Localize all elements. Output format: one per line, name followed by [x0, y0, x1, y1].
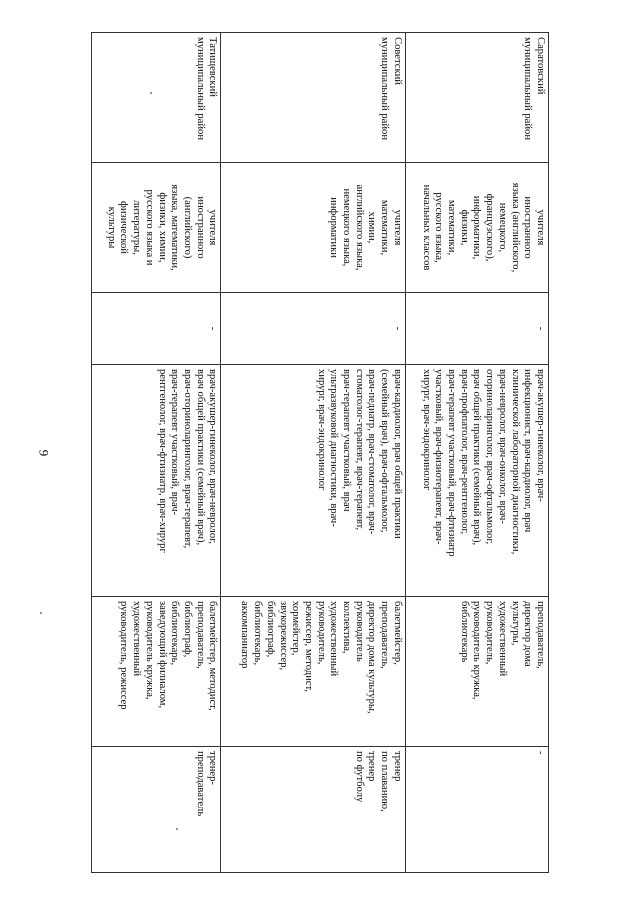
- cell-line: -: [535, 326, 546, 331]
- cell-line: врач-акушер-гинеколог, врач-: [535, 369, 546, 502]
- cell-line: математики,: [446, 199, 458, 256]
- table-row: [221, 33, 405, 873]
- cell-line: муниципальный район: [194, 37, 206, 140]
- cell-line: руководитель: [353, 601, 365, 662]
- cell-line: библиограф,: [181, 601, 193, 658]
- cell-line: библиотекарь: [458, 601, 470, 663]
- district-cell: [92, 33, 221, 163]
- cell-line: звукорежиссер,: [277, 601, 289, 671]
- cell-line: (английского): [181, 196, 193, 259]
- cell-line: Советский: [391, 37, 403, 85]
- cell-line: русского языка и: [143, 189, 155, 266]
- culture-specialists-cell: [405, 597, 548, 747]
- cell-line: языка, математики,: [169, 184, 181, 271]
- cell-line: преподаватель,: [535, 601, 546, 669]
- cell-line: библиограф,: [264, 601, 276, 658]
- cell-line: культуры: [105, 206, 117, 249]
- cell-line: заведующий филиалом,: [156, 601, 168, 709]
- cell-line: балетмейстер, методист,: [207, 601, 219, 711]
- cell-line: преподаватель,: [194, 601, 206, 669]
- cell-line: иностранного: [194, 196, 206, 259]
- dash-cell: [221, 293, 405, 365]
- cell-line: Татищевский: [207, 37, 219, 97]
- cell-line: хирург, врач-эндокринолог: [420, 369, 432, 491]
- cell-line: хормейстер,: [290, 601, 302, 656]
- cell-line: библиотекарь,: [169, 601, 181, 666]
- cell-line: директор дома: [522, 601, 534, 667]
- cell-line: художественный: [328, 601, 340, 677]
- sport-specialists-cell: [221, 747, 405, 873]
- rotated-table-container: [91, 32, 549, 872]
- teachers-cell: [92, 163, 221, 293]
- cell-line: химии,: [366, 211, 378, 244]
- cell-line: оториноларинголог, врач-офтальмолог,: [484, 369, 496, 545]
- cell-line: коллектива,: [341, 601, 353, 654]
- cell-line: клинической лабораторной диагностики,: [509, 369, 521, 555]
- cell-line: учителя: [535, 209, 546, 246]
- cell-line: врач-акушер-гинеколог, врач-невролог,: [207, 369, 219, 544]
- cell-line: немецкого языка,: [341, 188, 353, 267]
- cell-line: хирург, врач-эндокринолог: [315, 369, 327, 491]
- cell-line: стоматолог-терапевт, врач-терапевт,: [353, 369, 365, 531]
- cell-line: по плаванию,: [379, 751, 391, 812]
- cell-line: врач-терапевт участковый, врач-фтизиатр: [446, 369, 458, 557]
- cell-line: учителя: [391, 209, 403, 246]
- cell-line: балетмейстер,: [391, 601, 403, 665]
- cell-line: директор дома культуры,: [366, 601, 378, 714]
- cell-line: немецкого,: [496, 202, 508, 253]
- cell-line: физической: [118, 201, 130, 254]
- cell-line: информатики: [328, 197, 340, 258]
- cell-line: по футболу: [353, 751, 365, 803]
- cell-line: преподаватель: [194, 751, 206, 817]
- cell-line: рентгенолог, врач-фтизиатр, врач-хирург: [156, 369, 168, 553]
- cell-line: тренер: [366, 751, 378, 782]
- cell-line: руководитель кружка,: [471, 601, 483, 700]
- dash-cell: [405, 293, 548, 365]
- cell-line: -: [391, 326, 403, 331]
- cell-line: физики,: [458, 209, 470, 246]
- cell-line: русского языка,: [433, 192, 445, 263]
- cell-line: аккомпаниатор: [239, 601, 251, 669]
- cell-line: руководитель кружка,: [143, 601, 155, 700]
- cell-line: художественный: [496, 601, 508, 677]
- cell-line: культуры,: [509, 601, 521, 646]
- cell-line: врач-терапевт участковый, врач-: [169, 369, 181, 516]
- dash-cell: [92, 293, 221, 365]
- culture-specialists-cell: [92, 597, 221, 747]
- cell-line: тренер-: [207, 751, 219, 785]
- cell-line: врач-профпатолог, врач-рентгенолог,: [458, 369, 470, 535]
- cell-line: режиссер, методист,: [302, 601, 314, 692]
- doctors-cell: [405, 365, 548, 597]
- cell-line: библиотекарь,: [252, 601, 264, 666]
- cell-line: иностранного: [522, 196, 534, 259]
- cell-line: врач-невролог, врач-онколог, врач-: [496, 369, 508, 524]
- cell-line: Саратовский: [535, 37, 546, 95]
- doctors-cell: [221, 365, 405, 597]
- cell-line: художественный: [131, 601, 143, 677]
- culture-specialists-cell: [221, 597, 405, 747]
- district-cell: [405, 33, 548, 163]
- cell-line: начальных классов: [420, 184, 432, 271]
- sport-specialists-cell: [405, 747, 548, 873]
- cell-line: руководитель,: [484, 601, 496, 665]
- cell-line: физики, химии,: [156, 192, 168, 263]
- page-number: 9: [36, 449, 52, 457]
- cell-line: руководитель,: [315, 601, 327, 665]
- cell-line: тренер: [391, 751, 403, 782]
- table-row: [92, 33, 221, 873]
- cell-line: (семейный врач), врач-офтальмолог,: [379, 369, 391, 533]
- cell-line: врач общей практики (семейный врач),: [194, 369, 206, 546]
- table-row: [405, 33, 548, 873]
- cell-line: муниципальный район: [522, 37, 534, 140]
- specialists-table: [91, 32, 549, 873]
- cell-line: участковый, врач-физиотерапевт, врач-: [433, 369, 445, 545]
- cell-line: французского),: [484, 193, 496, 262]
- teachers-cell: [221, 163, 405, 293]
- sport-specialists-cell: [92, 747, 221, 873]
- teachers-cell: [405, 163, 548, 293]
- cell-line: врач-педиатр, врач-стоматолог, врач-: [366, 369, 378, 535]
- cell-line: информатики,: [471, 195, 483, 260]
- cell-line: врач общей практики (семейный врач),: [471, 369, 483, 546]
- cell-line: ультразвуковой диагностики, врач-: [328, 369, 340, 527]
- cell-line: врач-оториноларинголог, врач-терапевт,: [181, 369, 193, 549]
- cell-line: литературы,: [131, 200, 143, 255]
- cell-line: -: [207, 326, 219, 331]
- cell-line: руководитель, режиссер: [118, 601, 130, 710]
- cell-line: инфекционист, врач-кардиолог, врач: [522, 369, 534, 533]
- cell-line: преподаватель,: [379, 601, 391, 669]
- cell-line: математики,: [379, 199, 391, 256]
- cell-line: английского языка,: [353, 184, 365, 271]
- district-cell: [221, 33, 405, 163]
- cell-line: -: [535, 751, 546, 755]
- cell-line: муниципальный район: [379, 37, 391, 140]
- cell-line: врач-кардиолог, врач общей практики: [391, 369, 403, 539]
- cell-line: врач-терапевт участковый, врач: [341, 369, 353, 512]
- cell-line: учителя: [207, 209, 219, 246]
- scan-speck: [40, 612, 42, 614]
- cell-line: языка (английского,: [509, 182, 521, 273]
- doctors-cell: [92, 365, 221, 597]
- table-body: [92, 33, 549, 873]
